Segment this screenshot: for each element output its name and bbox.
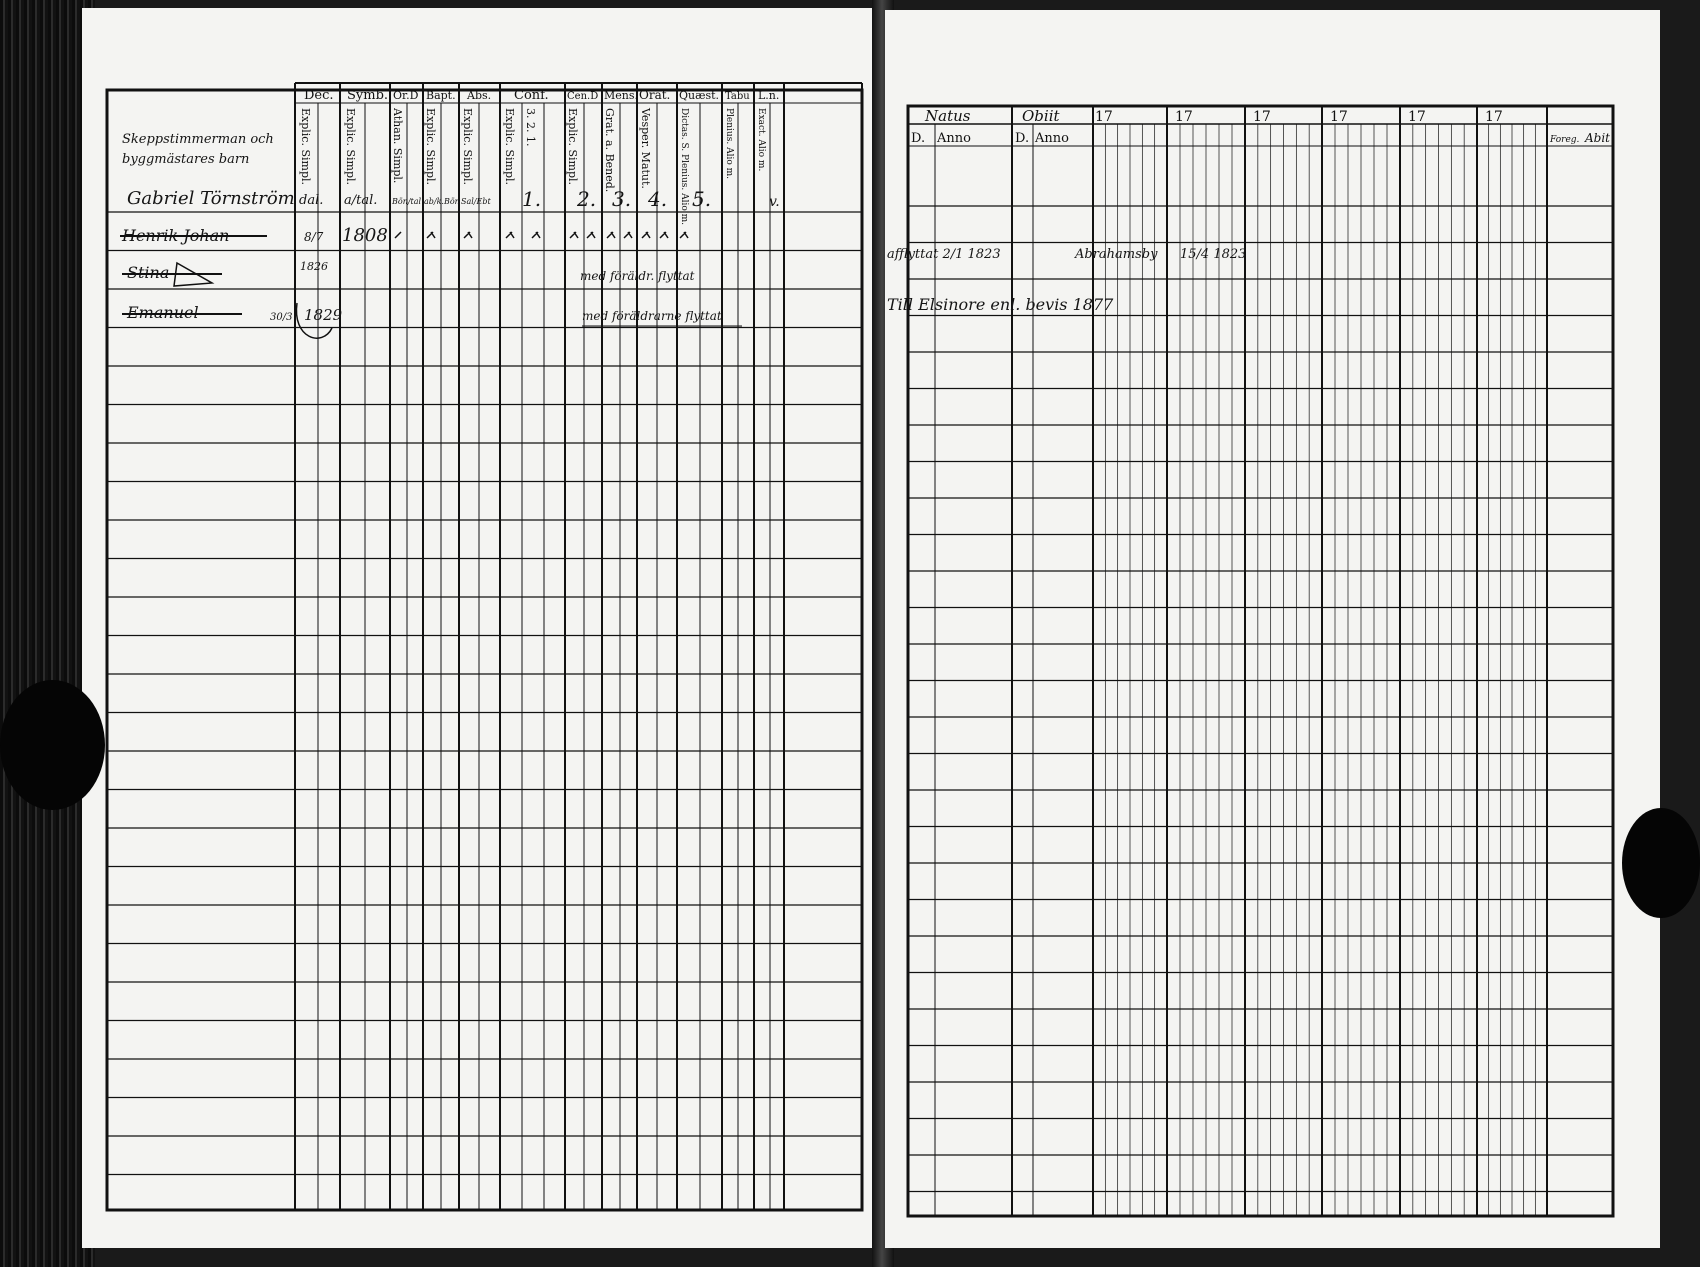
header-year-3: 17 [1253,109,1271,125]
move-place: Abrahamsby [1075,247,1158,262]
household-line1: Skeppstimmerman och [122,132,274,147]
right-header [911,107,1610,146]
grade-symb: a/tal. [344,193,378,208]
header-year-1: 17 [1095,109,1113,125]
header-year-2: 17 [1175,109,1193,125]
left-page-clip [0,680,105,810]
obiit-anno: Anno [1035,131,1069,146]
sub-mens: Grat. a. Bened. [603,108,616,193]
sub-conf-nums: 3. 2. 1. [524,108,537,147]
obiit-d: D. [1015,131,1030,146]
grade-conf: 1. [522,187,542,211]
grade-orat: 4. [648,187,668,211]
person3-name: Stina [127,263,170,282]
grade-abs: Sal/Ebt [461,197,491,206]
person4-name: Emanuel [127,303,199,322]
header-natus: Natus [925,107,971,125]
header-symb: Symb. [347,88,389,103]
grade-cend: 2. [577,187,597,211]
header-quaest: Quæst. [679,89,720,102]
natus-anno: Anno [937,131,971,146]
header-cend: Cen.D [567,91,599,102]
sub-dec: Explic. Simpl. [299,108,312,186]
header-year-5: 17 [1408,109,1426,125]
person4-birth: 30/3 [270,312,293,323]
note-1: med föräldr. flyttat [580,269,695,283]
sub-abs: Explic. Simpl. [461,108,474,186]
move-date: 15/4 1823 [1180,247,1247,262]
header-ln: L.n. [758,89,780,102]
grade-mens: 3. [612,187,632,211]
person2-name: Henrik Johan [122,226,230,245]
person3-year: 1826 [300,260,328,273]
move-note2: Till Elsinore enl. bevis 1877 [887,295,1114,314]
left-register-table [82,8,882,1248]
header-obiit: Obiit [1022,107,1060,125]
right-page-clip [1622,808,1700,918]
sub-bapt: Explic. Simpl. [424,108,437,186]
header-tabu: Tabu [725,91,750,102]
book-spine [0,0,95,1267]
grade-ord: Bön/tal [392,197,422,206]
sub-ln: Exact. Alio m. [756,108,766,172]
left-subcolumn-lines [318,103,770,1210]
right-register-table [885,10,1660,1248]
move-note: afflyttat 2/1 1823 [887,247,1001,262]
person1-name: Gabriel Törnström [127,188,295,209]
header-dec: Dec. [304,88,334,103]
left-ruled-rows [107,212,862,1175]
right-column-lines [1012,106,1547,1216]
header-year-6: 17 [1485,109,1503,125]
grade-quaest: 5. [692,187,712,211]
header-mens: Mens. [604,89,638,102]
header-abs: Abs. [467,89,492,102]
header-orat: Orat. [639,88,671,102]
sub-tabu: Plenius. Alio m. [724,108,734,180]
left-column-lines [295,83,862,1210]
right-page [885,10,1660,1248]
household-line2: byggmästares barn [122,152,250,167]
right-ruled-rows [908,206,1613,1192]
right-handwriting [887,247,1246,314]
header-abit: Abit [1585,131,1611,145]
sub-cend: Explic. Simpl. [566,108,579,186]
note-2: med föräldrarne flyttat [582,309,722,323]
person2-crosses [395,232,688,238]
header-ord: Or.D [393,89,419,102]
grade-bapt: ab/k.Bön [424,197,460,206]
grade-dec: dal. [299,193,324,208]
header-conf: Conf. [514,88,549,103]
sub-quaest: Dictas. S. Plenius. Alio m. [679,108,689,226]
right-thin-columns [1105,124,1535,1216]
left-page [82,8,882,1248]
sub-ord: Athan. Simpl. [391,108,404,184]
header-bapt: Bapt. [426,89,456,102]
natus-d: D. [911,131,926,146]
right-subcolumn-lines [935,124,1033,1216]
sub-orat: Vesper. Matut. [639,108,652,189]
person2-year: 1808 [342,225,388,246]
left-header-top [304,88,779,103]
header-foreg: Foreg. [1550,135,1580,145]
person2-birth: 8/7 [304,230,324,244]
header-year-4: 17 [1330,109,1348,125]
sub-conf: Explic. Simpl. [503,108,516,186]
sub-symb: Explic. Simpl. [344,108,357,186]
person4-year: 1829 [304,306,343,324]
grade-ln: v. [769,194,780,210]
